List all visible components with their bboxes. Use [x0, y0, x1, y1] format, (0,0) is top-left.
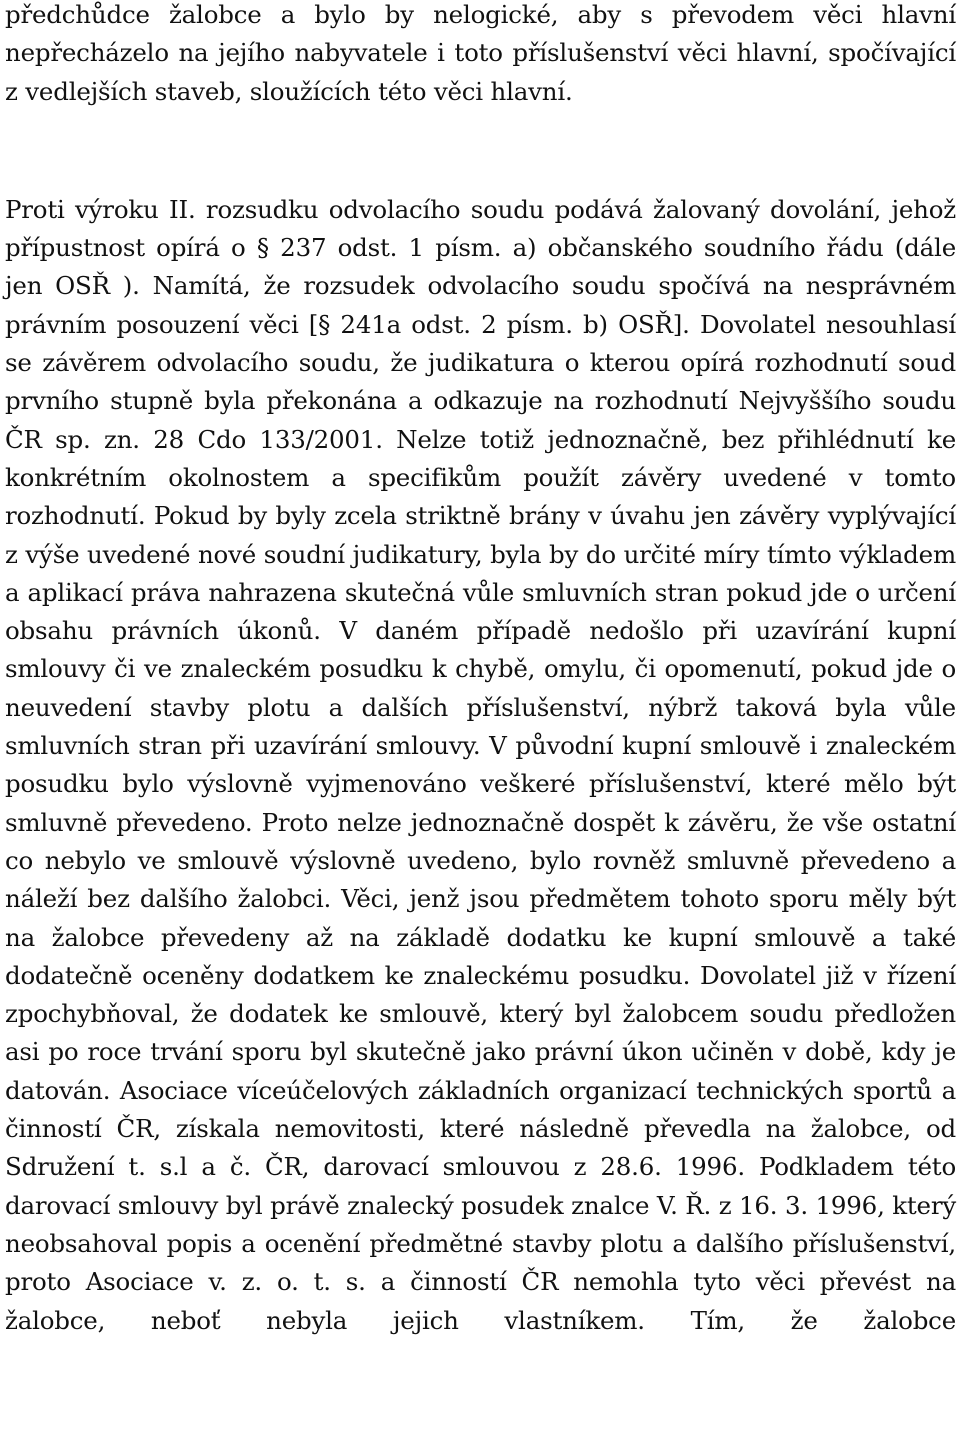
paragraph-continuation: předchůdce žalobce a bylo by nelogické, aby s převodem věci hlavní nepřecházelo na jejího nabyvatele i toto příslušenství věci hlavní, spočívající z vedlejších staveb, sloužících této věci hlavní. — [5, 0, 956, 106]
paragraph-appeal: Proti výroku II. rozsudku odvolacího soudu podává žalovaný dovolání, jehož přípustnost opírá o § 237 odst. 1 písm. a) občanského soudního řádu (dále jen OSŘ ). Namítá, že rozsudek odvolacího soudu spočívá na nesprávném právním posouzení věci [§ 241a odst. 2 písm. b) OSŘ]. Dovolatel nesouhlasí se závěrem odvolacího soudu, že judikatura o kterou opírá rozhodnutí soud prvního stupně byla překonána a odkazuje na rozhodnutí Nejvyššího soudu ČR sp. zn. 28 Cdo 133/2001. Nelze totiž jednoznačně, bez přihlédnutí ke konkrétním okolnostem a specifikům použít závěry uvedené v tomto rozhodnutí. Pokud by byly zcela striktně brány v úvahu jen závěry vyplývající z výše uvedené nové soudní judikatury, byla by do určité míry tímto výkladem a aplikací práva nahrazena skutečná vůle smluvních stran pokud jde o určení obsahu právních úkonů. V daném případě nedošlo při uzavírání kupní smlouvy či ve znaleckém posudku k chybě, omylu, či opomenutí, pokud jde o neuvedení stavby plotu a dalších příslušenství, nýbrž taková byla vůle smluvních stran při uzavírání smlouvy. V původní kupní smlouvě i znaleckém posudku bylo výslovně vyjmenováno veškeré příslušenství, které mělo být smluvně převedeno. Proto nelze jednoznačně dospět k závěru, že vše ostatní co nebylo ve smlouvě výslovně uvedeno, bylo rovněž smluvně převedeno a náleží bez dalšího žalobci. Věci, jenž jsou předmětem tohoto sporu měly být na žalobce převedeny až na základě dodatku ke kupní smlouvě a také dodatečně oceněny dodatkem ke znaleckému posudku. Dovolatel již v řízení zpochybňoval, že dodatek ke smlouvě, který byl žalobcem soudu předložen asi po roce trvání sporu byl skutečně jako právní úkon učiněn v době, kdy je datován. Asociace víceúčelových základních organizací technických sportů a činností ČR, získala nemovitosti, které následně převedla na žalobce, od Sdružení t. s.l a č. ČR, darovací smlouvou z 28.6. 1996. Podkladem této darovací smlouvy byl právě znalecký posudek znalce V. Ř. z 16. 3. 1996, který neobsahoval popis a ocenění předmětné stavby plotu a dalšího příslušenství, proto Asociace v. z. o. t. s. a činností ČR nemohla tyto věci převést na žalobce, neboť nebyla jejich vlastníkem. Tím, že žalobce — [5, 194, 956, 1335]
